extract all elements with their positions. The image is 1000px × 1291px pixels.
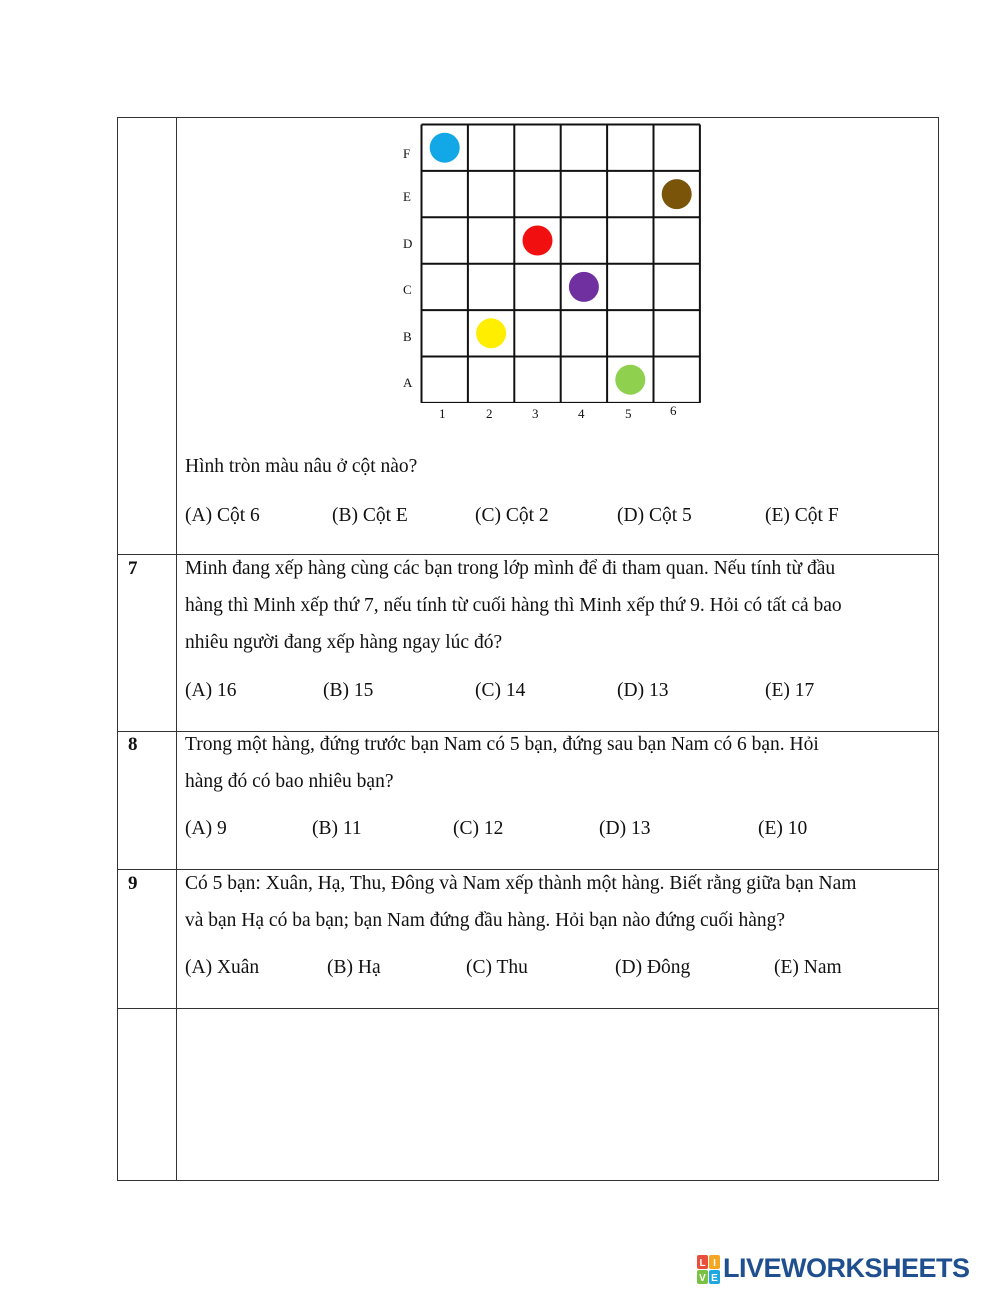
q8-option-d: (D) 13 (599, 818, 651, 839)
q6-option-a: (A) Cột 6 (185, 505, 260, 526)
q6-question-text: Hình tròn màu nâu ở cột nào? (185, 456, 418, 477)
row-label-A: A (403, 375, 413, 390)
column-label-1: 1 (439, 406, 446, 421)
row-label-D: D (403, 236, 413, 251)
table-border-right (938, 117, 939, 1181)
q9-option-c: (C) Thu (466, 957, 528, 978)
table-column-divider (176, 117, 177, 1181)
q9-option-d: (D) Đông (615, 957, 691, 978)
q8-option-c: (C) 12 (453, 818, 504, 839)
q9-option-a: (A) Xuân (185, 957, 260, 978)
q6-option-b: (B) Cột E (332, 505, 408, 526)
q7-option-b: (B) 15 (323, 680, 374, 701)
q8-number: 8 (128, 734, 138, 755)
q7-option-a: (A) 16 (185, 680, 237, 701)
column-label-6: 6 (670, 403, 677, 418)
row-divider-9-10 (117, 1008, 939, 1009)
q7-option-d: (D) 13 (617, 680, 669, 701)
column-label-3: 3 (532, 406, 539, 421)
table-border-bottom (117, 1180, 939, 1181)
q9-option-e: (E) Nam (774, 957, 842, 978)
q7-line-2: hàng thì Minh xếp thứ 7, nếu tính từ cuối hàng thì Minh xếp thứ 9. Hỏi có tất cả bao (185, 595, 842, 616)
q9-option-b: (B) Hạ (327, 957, 381, 978)
column-label-5: 5 (625, 406, 632, 421)
blue-circle (430, 133, 460, 163)
logo-letter-e: E (711, 1273, 718, 1284)
yellow-circle (476, 318, 506, 348)
q8-option-e: (E) 10 (758, 818, 808, 839)
table-border-top (117, 117, 939, 118)
q7-number: 7 (128, 558, 138, 579)
q8-line-1: Trong một hàng, đứng trước bạn Nam có 5 bạn, đứng sau bạn Nam có 6 bạn. Hỏi (185, 734, 819, 755)
row-label-C: C (403, 282, 412, 297)
green-circle (615, 365, 645, 395)
grid-svg (420, 123, 702, 403)
q9-line-1: Có 5 bạn: Xuân, Hạ, Thu, Đông và Nam xếp thành một hàng. Biết rằng giữa bạn Nam (185, 873, 857, 894)
q7-line-3: nhiêu người đang xếp hàng ngay lúc đó? (185, 632, 503, 653)
worksheet-table (117, 117, 939, 1181)
brown-circle (662, 179, 692, 209)
q9-line-2: và bạn Hạ có ba bạn; bạn Nam đứng đầu hàng. Hỏi bạn nào đứng cuối hàng? (185, 910, 786, 931)
liveworksheets-logo-icon (697, 1255, 721, 1285)
q6-option-d: (D) Cột 5 (617, 505, 692, 526)
column-label-4: 4 (578, 406, 585, 421)
purple-circle (569, 272, 599, 302)
row-label-F: F (403, 146, 411, 161)
logo-letter-v: V (699, 1273, 706, 1284)
q7-option-e: (E) 17 (765, 680, 815, 701)
q9-number: 9 (128, 873, 138, 894)
red-circle (523, 226, 553, 256)
q7-option-c: (C) 14 (475, 680, 526, 701)
q6-option-c: (C) Cột 2 (475, 505, 549, 526)
q8-line-2: hàng đó có bao nhiêu bạn? (185, 771, 394, 792)
column-label-2: 2 (486, 406, 493, 421)
q8-question-text (185, 726, 935, 800)
table-border-left (117, 117, 118, 1181)
row-label-B: B (403, 329, 412, 344)
logo-letter-i: I (713, 1258, 716, 1269)
logo-letter-l: L (699, 1258, 706, 1269)
q9-question-text (185, 865, 935, 939)
liveworksheets-brand-name: LIVEWORKSHEETS (723, 1253, 970, 1283)
q8-option-b: (B) 11 (312, 818, 362, 839)
row-label-E: E (403, 189, 411, 204)
q7-line-1: Minh đang xếp hàng cùng các bạn trong lớp mình để đi tham quan. Nếu tính từ đầu (185, 558, 836, 579)
q7-question-text (185, 550, 935, 661)
coordinate-grid-figure (397, 121, 707, 431)
q8-option-a: (A) 9 (185, 818, 227, 839)
q6-option-e: (E) Cột F (765, 505, 839, 526)
